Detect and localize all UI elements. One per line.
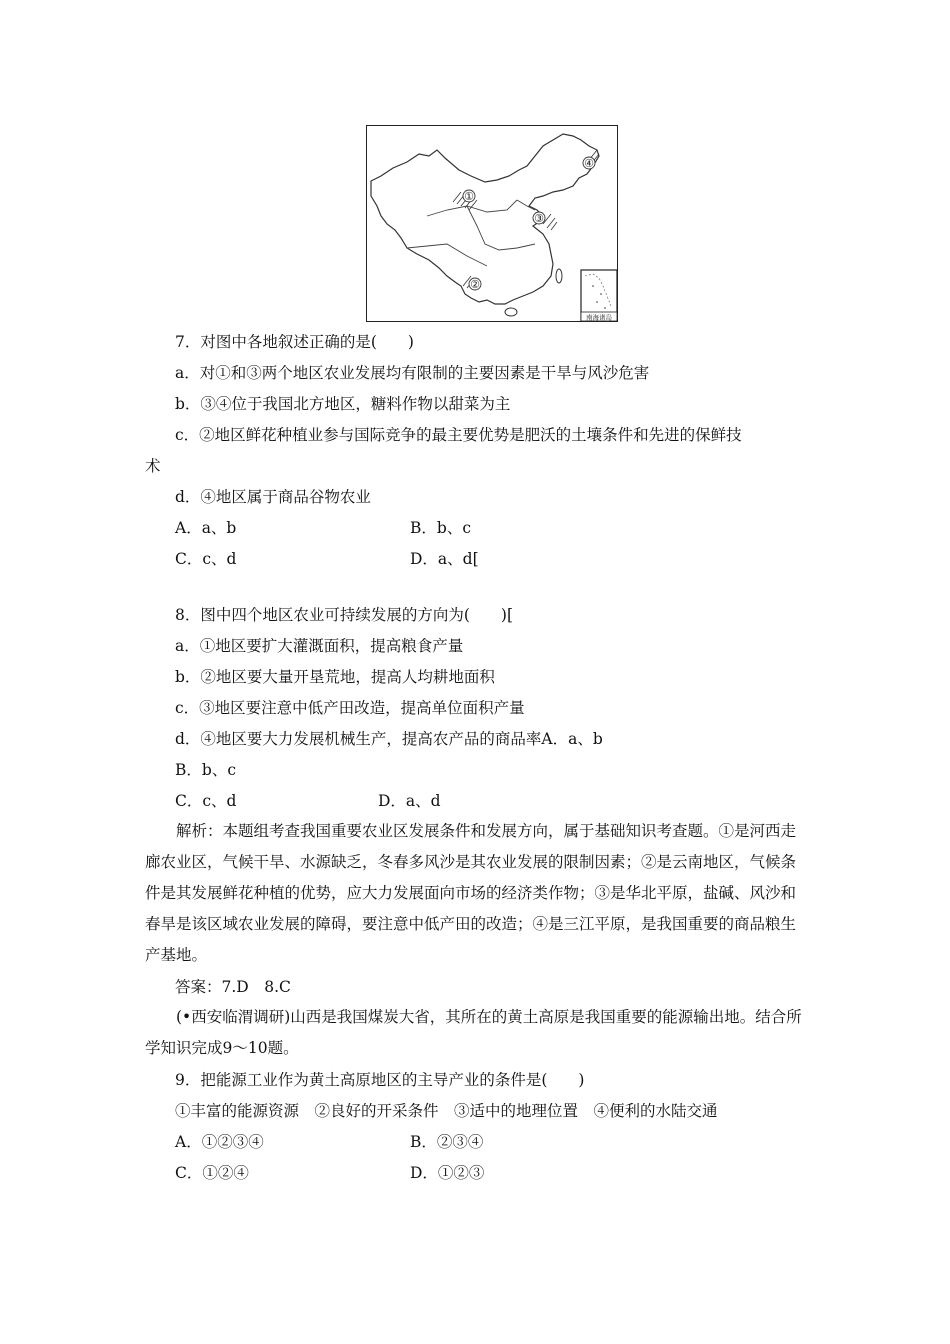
q7-choice-D: D．a、d[ xyxy=(410,550,479,568)
country-outline xyxy=(371,134,599,304)
q8-option-a: a．①地区要扩大灌溉面积，提高粮食产量 xyxy=(175,637,464,655)
q9-choice-B: B．②③④ xyxy=(410,1133,484,1151)
q9-choice-A: A．①②③④ xyxy=(175,1133,264,1151)
marker-1: ① xyxy=(464,190,474,203)
q8-option-d: d．④地区要大力发展机械生产，提高农产品的商品率A．a、b xyxy=(175,730,603,748)
q7-choice-C: C．c、d xyxy=(175,550,237,568)
china-map-svg xyxy=(367,126,617,321)
intro-paragraph: (•西安临渭调研)山西是我国煤炭大省，其所在的黄土高原是我国重要的能源输出地。结合所学知识完成9～10题。 xyxy=(145,1008,802,1057)
q8-option-b: b．②地区要大量开垦荒地，提高人均耕地面积 xyxy=(175,668,495,686)
analysis-paragraph: 解析：本题组考查我国重要农业区发展条件和发展方向，属于基础知识考查题。①是河西走廊农业区，气候干旱、水源缺乏，冬春多风沙是其农业发展的限制因素；②是云南地区，气候条件是其发展鲜花种植的优势，应大力发展面向市场的经济类作物；③是华北平原，盐碱、风沙和春旱是该区域农业发展的障碍，要注意中低产田的改造；④是三江平原，是我国重要的商品粮生产基地。 xyxy=(145,822,797,964)
q7-option-a: a．对①和③两个地区农业发展均有限制的主要因素是干旱与风沙危害 xyxy=(175,364,650,382)
q8-option-c: c．③地区要注意中低产田改造，提高单位面积产量 xyxy=(175,699,525,717)
q8-choice-D: D．a、d xyxy=(378,792,441,810)
taiwan-island xyxy=(556,269,562,283)
q7-option-d: d．④地区属于商品谷物农业 xyxy=(175,488,371,506)
marker-2: ② xyxy=(470,278,480,291)
marker-4: ④ xyxy=(584,157,594,170)
q8-stem: 8．图中四个地区农业可持续发展的方向为( )[ xyxy=(175,606,514,624)
q7-option-c-line2: 术 xyxy=(145,457,161,475)
q9-items: ①丰富的能源资源 ②良好的开采条件 ③适中的地理位置 ④便利的水陆交通 xyxy=(175,1102,718,1120)
marker-3: ③ xyxy=(534,212,544,225)
q9-choice-C: C．①②④ xyxy=(175,1164,249,1182)
q9-stem: 9．把能源工业作为黄土高原地区的主导产业的条件是( ) xyxy=(175,1071,585,1089)
q7-option-c-line1: c．②地区鲜花种植业参与国际竞争的最主要优势是肥沃的土壤条件和先进的保鲜技 xyxy=(175,426,742,444)
internal-line xyxy=(467,206,535,250)
q7-stem: 7．对图中各地叙述正确的是( ) xyxy=(175,333,414,351)
hainan-island xyxy=(505,308,517,316)
answer-line: 答案：7.D 8.C xyxy=(175,978,291,996)
inset-label: 南海诸岛 xyxy=(586,313,612,321)
q7-option-b: b．③④位于我国北方地区，糖料作物以甜菜为主 xyxy=(175,395,511,413)
q7-choice-B: B．b、c xyxy=(410,519,471,537)
q9-choice-D: D．①②③ xyxy=(410,1164,485,1182)
q7-choice-A: A．a、b xyxy=(175,519,237,537)
china-map-figure xyxy=(366,125,618,322)
q8-choice-C: C．c、d xyxy=(175,792,237,810)
q8-choice-B: B．b、c xyxy=(175,761,236,779)
